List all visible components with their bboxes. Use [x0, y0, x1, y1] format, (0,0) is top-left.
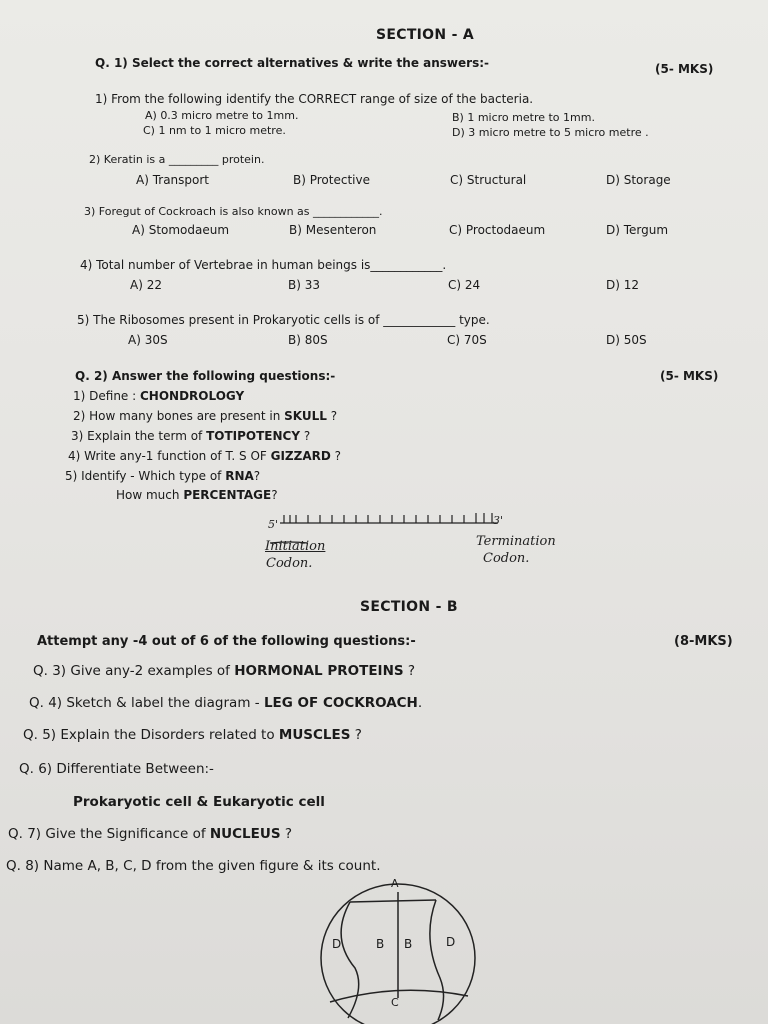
- mcq-2-question: 2) Keratin is a _________ protein.: [89, 153, 265, 166]
- mcq-5-option-d: D) 50S: [606, 333, 647, 347]
- mcq-2-option-a: A) Transport: [136, 173, 210, 187]
- initiation-codon-label: Codon.: [266, 556, 313, 571]
- figure-label-a: A: [391, 877, 399, 890]
- termination-codon-label: Codon.: [483, 551, 530, 566]
- mcq-3-option-a: A) Stomodaeum: [132, 223, 230, 237]
- mcq-4-question: 4) Total number of Vertebrae in human beings is____________.: [80, 258, 447, 272]
- mcq-2-option-d: D) Storage: [606, 173, 671, 187]
- mcq-5-option-b: B) 80S: [288, 333, 328, 347]
- q3-text: Q. 3) Give any-2 examples of HORMONAL PROTEINS ?: [33, 663, 416, 679]
- q1-marks: (5- MKS): [655, 62, 714, 76]
- termination-label: Termination: [476, 534, 556, 549]
- mcq-1-option-d: D) 3 micro metre to 5 micro metre .: [452, 126, 649, 139]
- initiation-label: Initiation: [265, 539, 326, 554]
- q2-item-4: 4) Write any-1 function of T. S OF GIZZARD ?: [68, 449, 342, 463]
- q4-text: Q. 4) Sketch & label the diagram - LEG OF COCKROACH.: [29, 695, 423, 711]
- mcq-4-option-c: C) 24: [448, 278, 481, 292]
- q6-text: Q. 6) Differentiate Between:-: [19, 761, 214, 777]
- mcq-5-option-c: C) 70S: [447, 333, 487, 347]
- q8-text: Q. 8) Name A, B, C, D from the given figure & its count.: [6, 858, 381, 874]
- mcq-3-option-b: B) Mesenteron: [289, 223, 377, 237]
- mcq-1-option-b: B) 1 micro metre to 1mm.: [452, 111, 595, 124]
- mcq-2-option-b: B) Protective: [293, 173, 370, 187]
- q2-item-5: 5) Identify - Which type of RNA?: [65, 469, 261, 483]
- q1-heading: Q. 1) Select the correct alternatives & write the answers:-: [95, 56, 489, 70]
- mcq-4-option-d: D) 12: [606, 278, 640, 292]
- mcq-3-option-d: D) Tergum: [606, 223, 669, 237]
- q6-subtext: Prokaryotic cell & Eukaryotic cell: [73, 794, 325, 810]
- q2-item-5-sub: How much PERCENTAGE?: [116, 488, 278, 502]
- section-a-title: SECTION - A: [376, 27, 474, 43]
- q5-text: Q. 5) Explain the Disorders related to MUSCLES ?: [23, 727, 362, 743]
- mcq-3-question: 3) Foregut of Cockroach is also known as ____________.: [84, 205, 383, 218]
- q2-item-3: 3) Explain the term of TOTIPOTENCY ?: [71, 429, 311, 443]
- mcq-4-option-b: B) 33: [288, 278, 320, 292]
- five-prime-label: 5': [268, 518, 279, 531]
- section-b-title: SECTION - B: [360, 599, 458, 615]
- bottom-line: [330, 990, 468, 1002]
- mcq-1-option-a: A) 0.3 micro metre to 1mm.: [145, 109, 299, 122]
- mcq-2-option-c: C) Structural: [450, 173, 527, 187]
- figure-label-b-right: B: [404, 937, 413, 951]
- figure-label-b-left: B: [376, 937, 385, 951]
- figure-label-d-right: D: [446, 935, 456, 949]
- mcq-4-option-a: A) 22: [130, 278, 162, 292]
- cell-figure: [310, 878, 490, 1024]
- mcq-5-question: 5) The Ribosomes present in Prokaryotic cells is of ____________ type.: [77, 313, 490, 327]
- q7-text: Q. 7) Give the Significance of NUCLEUS ?: [8, 826, 293, 842]
- section-b-marks: (8-MKS): [674, 634, 733, 649]
- left-curve: [341, 902, 359, 1018]
- q2-heading: Q. 2) Answer the following questions:-: [75, 369, 336, 383]
- mcq-1-option-c: C) 1 nm to 1 micro metre.: [143, 124, 286, 137]
- figure-label-d-left: D: [332, 937, 342, 951]
- mcq-3-option-c: C) Proctodaeum: [449, 223, 546, 237]
- mcq-5-option-a: A) 30S: [128, 333, 168, 347]
- q2-marks: (5- MKS): [660, 369, 719, 383]
- q2-item-1: 1) Define : CHONDROLOGY: [73, 389, 245, 403]
- three-prime-label: 3': [493, 514, 504, 527]
- section-b-instruction: Attempt any -4 out of 6 of the following questions:-: [37, 634, 416, 649]
- q2-item-2: 2) How many bones are present in SKULL ?: [73, 409, 338, 423]
- right-curve: [430, 900, 444, 1020]
- mcq-1-question: 1) From the following identify the CORRECT range of size of the bacteria.: [95, 92, 534, 106]
- figure-label-c: C: [391, 996, 399, 1009]
